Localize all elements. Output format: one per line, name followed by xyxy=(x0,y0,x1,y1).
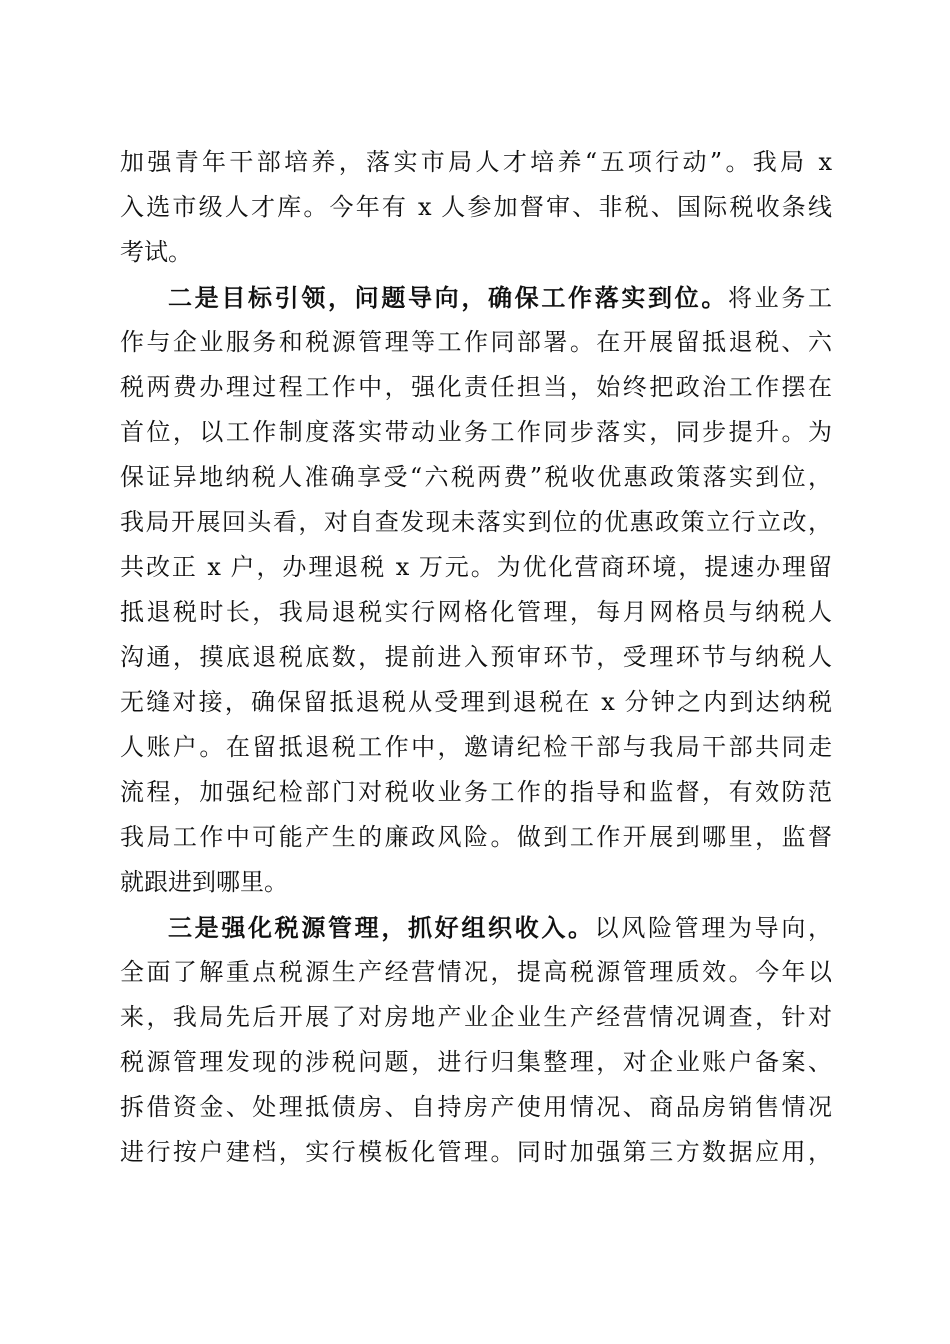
document-page xyxy=(120,140,832,1175)
text-line: 税源管理发现的涉税问题，进行归集整理，对企业账户备案、 xyxy=(120,1048,832,1076)
text-line: 就跟进到哪里。 xyxy=(120,868,288,896)
text-line: 考试。 xyxy=(120,238,192,266)
paragraph-heading: 二是目标引领，问题导向，确保工作落实到位。 xyxy=(168,283,728,312)
paragraph-talent xyxy=(120,140,832,275)
text-run: 以风险管理为导向， xyxy=(594,914,833,942)
text-line: 作与企业服务和税源管理等工作同部署。在开展留抵退税、六 xyxy=(120,328,832,356)
text-line: 沟通，摸底退税底数，提前进入预审环节，受理环节与纳税人 xyxy=(120,643,832,671)
paragraph-goal-guidance xyxy=(120,275,832,905)
text-line: 入选市级人才库。今年有 x 人参加督审、非税、国际税收条线 xyxy=(120,193,832,221)
text-line: 保证异地纳税人准确享受“六税两费”税收优惠政策落实到位， xyxy=(120,463,832,491)
text-line: 无缝对接，确保留抵退税从受理到退税在 x 分钟之内到达纳税 xyxy=(120,688,832,716)
paragraph-tax-source xyxy=(120,905,832,1175)
text-line: 来，我局先后开展了对房地产业企业生产经营情况调查，针对 xyxy=(120,1003,832,1031)
text-line: 共改正 x 户，办理退税 x 万元。为优化营商环境，提速办理留 xyxy=(120,553,832,581)
text-line: 我局开展回头看，对自查发现未落实到位的优惠政策立行立改， xyxy=(120,508,832,536)
text-line: 进行按户建档，实行模板化管理。同时加强第三方数据应用， xyxy=(120,1138,832,1166)
text-line: 我局工作中可能产生的廉政风险。做到工作开展到哪里，监督 xyxy=(120,823,832,851)
text-line: 抵退税时长，我局退税实行网格化管理，每月网格员与纳税人 xyxy=(120,598,832,626)
text-line xyxy=(120,275,832,320)
text-line: 首位，以工作制度落实带动业务工作同步落实，同步提升。为 xyxy=(120,418,832,446)
text-line: 流程，加强纪检部门对税收业务工作的指导和监督，有效防范 xyxy=(120,778,832,806)
text-run: 将业务工 xyxy=(728,284,832,312)
text-line: 税两费办理过程工作中，强化责任担当，始终把政治工作摆在 xyxy=(120,373,832,401)
paragraph-heading: 三是强化税源管理，抓好组织收入。 xyxy=(168,913,595,942)
text-line: 人账户。在留抵退税工作中，邀请纪检干部与我局干部共同走 xyxy=(120,733,832,761)
text-line: 加强青年干部培养，落实市局人才培养“五项行动”。我局 x xyxy=(120,148,832,176)
text-line: 全面了解重点税源生产经营情况，提高税源管理质效。今年以 xyxy=(120,958,832,986)
text-line xyxy=(120,905,832,950)
text-line: 拆借资金、处理抵债房、自持房产使用情况、商品房销售情况 xyxy=(120,1093,832,1121)
